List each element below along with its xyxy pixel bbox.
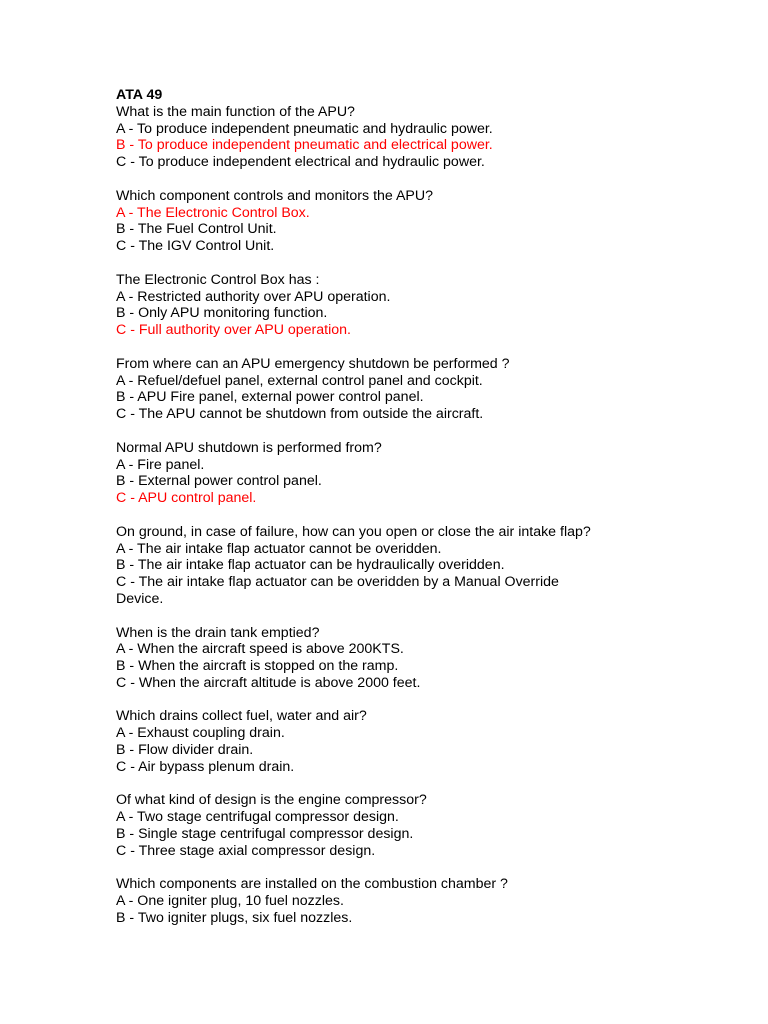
answer-option-correct: C - APU control panel. — [116, 490, 257, 507]
question-list — [116, 104, 736, 927]
answer-option: C - The air intake flap actuator can be overidden by a Manual Override Device. — [116, 574, 559, 607]
question-block — [116, 188, 736, 272]
question-block — [116, 792, 736, 876]
answer-option: C - Air bypass plenum drain. — [116, 758, 295, 775]
question-spacer — [116, 692, 736, 709]
question-block — [116, 356, 736, 440]
question-spacer — [116, 255, 736, 272]
answer-option: A - One igniter plug, 10 fuel nozzles. — [116, 893, 344, 910]
answer-option: C - Three stage axial compressor design. — [116, 842, 376, 859]
question-prompt: Of what kind of design is the engine compressor? — [116, 792, 427, 809]
question-spacer — [116, 507, 736, 524]
answer-option: A - Exhaust coupling drain. — [116, 725, 285, 742]
answer-option: A - To produce independent pneumatic and hydraulic power. — [116, 120, 493, 137]
question-prompt: Normal APU shutdown is performed from? — [116, 439, 382, 456]
question-block — [116, 708, 736, 792]
quiz-content — [116, 87, 736, 927]
answer-option: C - The IGV Control Unit. — [116, 238, 275, 255]
answer-option: B - Two igniter plugs, six fuel nozzles. — [116, 910, 353, 927]
question-spacer — [116, 171, 736, 188]
answer-option: B - When the aircraft is stopped on the ramp. — [116, 658, 399, 675]
answer-option-correct: B - To produce independent pneumatic and electrical power. — [116, 137, 493, 154]
answer-option: A - Restricted authority over APU operation. — [116, 288, 391, 305]
answer-option: C - The APU cannot be shutdown from outside the aircraft. — [116, 406, 484, 423]
question-spacer — [116, 423, 736, 440]
question-prompt: Which drains collect fuel, water and air? — [116, 708, 367, 725]
question-prompt: What is the main function of the APU? — [116, 103, 355, 120]
question-spacer — [116, 860, 736, 877]
answer-option: A - Fire panel. — [116, 456, 205, 473]
answer-option: B - Single stage centrifugal compressor design. — [116, 826, 414, 843]
answer-option: B - The Fuel Control Unit. — [116, 221, 277, 238]
question-prompt: Which component controls and monitors the APU? — [116, 187, 434, 204]
question-prompt: From where can an APU emergency shutdown be performed ? — [116, 355, 510, 372]
question-prompt: On ground, in case of failure, how can you open or close the air intake flap? — [116, 523, 591, 540]
answer-option: A - The air intake flap actuator cannot be overidden. — [116, 540, 442, 557]
answer-option: B - The air intake flap actuator can be hydraulically overidden. — [116, 557, 505, 574]
answer-option: A - Two stage centrifugal compressor design. — [116, 809, 399, 826]
question-prompt: Which components are installed on the combustion chamber ? — [116, 876, 508, 893]
answer-option: B - APU Fire panel, external power control panel. — [116, 389, 424, 406]
answer-option: C - When the aircraft altitude is above 2000 feet. — [116, 674, 421, 691]
answer-option: C - To produce independent electrical and hydraulic power. — [116, 154, 485, 171]
question-prompt: When is the drain tank emptied? — [116, 624, 320, 641]
question-prompt: The Electronic Control Box has : — [116, 271, 320, 288]
answer-option: A - Refuel/defuel panel, external control panel and cockpit. — [116, 372, 483, 389]
answer-option-correct: A - The Electronic Control Box. — [116, 204, 310, 221]
answer-option-correct: C - Full authority over APU operation. — [116, 322, 351, 339]
question-block — [116, 440, 736, 524]
question-block — [116, 524, 736, 625]
answer-option: B - Only APU monitoring function. — [116, 305, 328, 322]
answer-option: B - Flow divider drain. — [116, 742, 254, 759]
answer-option: A - When the aircraft speed is above 200KTS. — [116, 641, 404, 658]
question-block — [116, 876, 736, 926]
question-spacer — [116, 608, 736, 625]
question-spacer — [116, 339, 736, 356]
question-block — [116, 104, 736, 188]
answer-option: B - External power control panel. — [116, 473, 322, 490]
question-block — [116, 272, 736, 356]
document-title: ATA 49 — [116, 87, 163, 103]
question-spacer — [116, 776, 736, 793]
question-block — [116, 625, 736, 709]
